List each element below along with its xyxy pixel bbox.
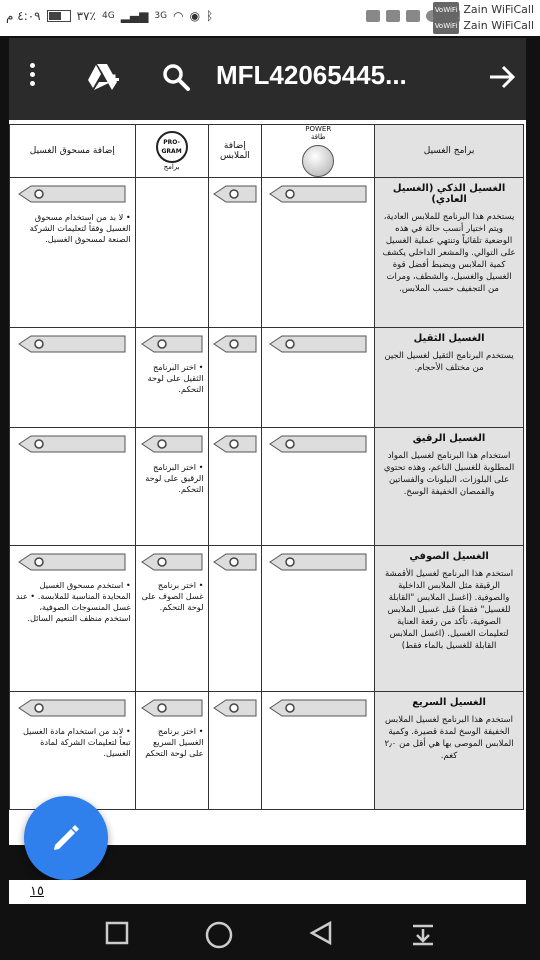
detergent-cell — [10, 692, 136, 810]
status-left — [6, 9, 213, 23]
power-cell — [262, 178, 375, 328]
arrow-indicator-icon — [212, 334, 258, 354]
program-name: الغسيل الصوفي — [409, 551, 489, 562]
detergent-note: • لابد من استخدام مادة الغسيل تبعاً لتعليمات الشركة لمادة الغسيل. — [22, 726, 131, 758]
search-icon[interactable] — [161, 62, 191, 92]
vowifi-badge-2: VoWiFi — [433, 18, 460, 34]
document-title: MFL42065445... — [216, 60, 407, 90]
program-cell — [135, 178, 208, 328]
header-program — [135, 125, 208, 178]
network-type-2: 3G — [154, 11, 168, 21]
program-name: الغسيل السريع — [412, 697, 486, 708]
program-name: الغسيل الثقيل — [413, 333, 485, 344]
arrow-indicator-icon — [140, 434, 204, 454]
power-cell — [262, 546, 375, 692]
detergent-cell — [10, 428, 136, 546]
program-logo-icon: PRO-GRAM — [156, 131, 188, 163]
program-description: يستخدم هذا البرنامج للملابس العادية، ويتم اختيار أنسب حالة في هذه الوضعية تلقائياً وتنتهي عملية الغسيل على التوالي. والمشعر الداخلي يكشف كمية الملابس ويضبط أفضل قوة الغسيل والغسيل، والشطف، ومرات من التجفيف حسب الملابس. — [382, 212, 516, 294]
arrow-indicator-icon — [268, 334, 368, 354]
detergent-note: • لا بد من استخدام مسحوق الغسيل وفقاً لتعليمات الشركة الصنعة لمسحوق الغسيل. — [29, 212, 131, 244]
power-cell — [262, 692, 375, 810]
navigation-bar — [0, 904, 540, 960]
program-cell — [135, 692, 208, 810]
eye-icon: ◉ — [189, 9, 201, 23]
arrow-indicator-icon — [268, 184, 368, 204]
overflow-menu-icon[interactable] — [30, 63, 36, 89]
program-cell — [135, 328, 208, 428]
clothes-cell — [208, 428, 262, 546]
mail-icon — [366, 10, 380, 22]
power-cell — [262, 428, 375, 546]
header-programs: برامج الغسيل — [375, 125, 524, 178]
home-icon[interactable] — [204, 920, 234, 950]
signal-icon: ▂▄▆ — [120, 9, 149, 23]
battery-percent: ٣٧٪ — [76, 9, 96, 23]
app-notification-icon — [386, 10, 400, 22]
table-header-row — [10, 125, 524, 178]
arrow-indicator-icon — [140, 698, 204, 718]
detergent-note: • استخدم مسحوق الغسيل المحايدة المناسبة للملابسة. • عند غسل المنسوجات الصوفية، استخدم منظف التنعيم السائل. — [16, 580, 131, 623]
program-note: • اختر برنامج غسل الصوف على لوحة التحكم. — [141, 580, 204, 612]
page-number: ١٥ — [30, 884, 44, 899]
table-row — [10, 546, 524, 692]
clothes-cell — [208, 546, 262, 692]
arrow-indicator-icon — [212, 698, 258, 718]
washing-programs-table — [9, 124, 524, 810]
recent-apps-icon[interactable] — [104, 920, 130, 946]
program-name: الغسيل الرقيق — [412, 433, 486, 444]
status-right — [433, 2, 534, 34]
detergent-cell — [10, 328, 136, 428]
arrow-indicator-icon — [17, 698, 127, 718]
arrow-indicator-icon — [140, 334, 204, 354]
detergent-cell — [10, 178, 136, 328]
clothes-cell — [208, 178, 262, 328]
program-description-cell — [375, 178, 524, 328]
power-button-icon — [302, 145, 334, 177]
add-to-drive-icon[interactable] — [87, 62, 121, 92]
arrow-indicator-icon — [212, 552, 258, 572]
wifi-call-label-2: Zain WiFiCall — [463, 19, 534, 32]
program-description-cell — [375, 692, 524, 810]
program-note: • اختر برنامج الغسيل السريع على لوحة التحكم — [145, 726, 204, 758]
header-add-clothes: إضافة الملابس — [208, 125, 262, 178]
back-icon[interactable] — [308, 920, 334, 946]
header-program-label: برامج — [163, 163, 180, 171]
power-sub-label: طاقة — [310, 133, 326, 141]
mail-icon-2 — [406, 10, 420, 22]
table-row — [10, 178, 524, 328]
document-page[interactable] — [9, 120, 526, 845]
vowifi-badge: VoWiFi — [433, 2, 460, 18]
arrow-indicator-icon — [17, 552, 127, 572]
time-text: ٤:٠٩ م — [6, 9, 41, 23]
program-name: الغسيل الذكي (الغسيل العادي) — [392, 183, 506, 205]
arrow-indicator-icon — [17, 334, 127, 354]
arrow-indicator-icon — [268, 552, 368, 572]
arrow-indicator-icon — [17, 434, 127, 454]
power-label: POWER — [305, 125, 332, 133]
header-add-detergent: إضافة مسحوق الغسيل — [10, 125, 136, 178]
program-description: استخدم هذا البرنامج لغسيل الملابس الخفيفة الوسخ لمدة قصيرة. وكمية الملابس الموصى بها هي أقل من ٢٫٠ كغم. — [384, 715, 514, 761]
program-description-cell — [375, 546, 524, 692]
edit-fab-button[interactable] — [24, 796, 108, 880]
program-description: استخدم هذا البرنامج لغسيل الأقمشة الرقيقة مثل الملابس الداخلية والصوفية. (اغسل الملابس "القابلة للغسيل" فقط) قبل غسيل الملابس الصوفية، تأكد من رقعة العناية لتعليمات الغسيل. (اغسل الملابس القابلة للغسيل بالماء فقط) — [384, 569, 514, 651]
program-description: استخدام هذا البرنامج لغسيل المواد المطلوبة للغسيل الناعم، وهذه تحتوي على البلوزات، النيلونات والفساتين والقمصان الخفيفة الوسخ. — [383, 451, 515, 497]
program-description: يستخدم البرنامج الثقيل لغسيل الجين من مختلف الأحجام. — [384, 351, 514, 373]
wifi-call-label-1: Zain WiFiCall — [463, 3, 534, 16]
program-cell — [135, 546, 208, 692]
power-cell — [262, 328, 375, 428]
page-footer — [9, 880, 526, 904]
arrow-indicator-icon — [268, 698, 368, 718]
arrow-indicator-icon — [268, 434, 368, 454]
clothes-cell — [208, 692, 262, 810]
pencil-icon — [49, 821, 83, 855]
app-bar — [9, 38, 526, 120]
program-note: • اختر البرنامج الرقيق على لوحة التحكم. — [145, 462, 204, 494]
table-row — [10, 692, 524, 810]
battery-icon — [47, 10, 71, 22]
header-power — [262, 125, 375, 178]
download-icon[interactable] — [410, 920, 436, 946]
table-row — [10, 428, 524, 546]
program-description-cell — [375, 428, 524, 546]
arrow-indicator-icon — [140, 552, 204, 572]
program-cell — [135, 428, 208, 546]
table-row — [10, 328, 524, 428]
program-description-cell — [375, 328, 524, 428]
arrow-indicator-icon — [212, 184, 258, 204]
program-note: • اختر البرنامج الثقيل على لوحة التحكم. — [147, 362, 204, 394]
arrow-indicator-icon — [212, 434, 258, 454]
wifi-icon: ◠ — [173, 9, 184, 23]
network-type: 4G — [101, 11, 115, 21]
arrow-indicator-icon — [17, 184, 127, 204]
bluetooth-icon: ᛒ — [206, 9, 214, 23]
arrow-forward-icon[interactable] — [487, 62, 517, 92]
status-bar — [0, 0, 540, 36]
clothes-cell — [208, 328, 262, 428]
detergent-cell — [10, 546, 136, 692]
